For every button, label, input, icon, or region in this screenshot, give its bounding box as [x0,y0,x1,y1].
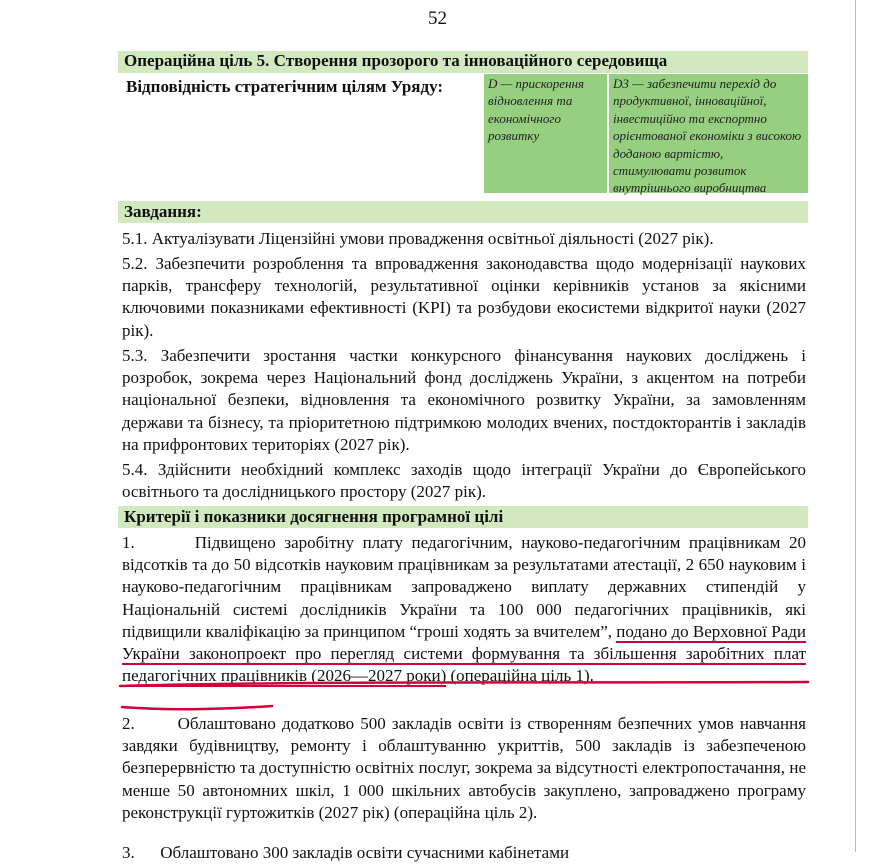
annotation-stroke-2 [122,706,272,709]
criterion-3-partial: 3. Облаштовано 300 закладів освіти сучасними кабінетами [122,843,570,862]
goal-d3-cell: D3 — забезпечити перехід до продуктивної, інноваційної, інвестиційно та експортно орієнтованої економіки з високою доданою вартістю, стимулювати розвиток внутрішнього виробництва [609,74,808,193]
task-5-2: 5.2. Забезпечити розроблення та впровадження законодавства щодо модернізації наукових парків, трансферу технологій, результативної оцінки керівників установ за якісними ключовими показниками ефективності (KPI) та розбудови екосистеми відкритої науки (2027 рік). [122,254,806,340]
criterion-1-text: 1. Підвищено заробітну плату педагогічним, науково-педагогічним працівникам 20 відсотків та до 50 відсотків науковим працівникам за результатами атестації, 2 650 науковим і науково-педагогічним працівникам запроваджено виплату державних стипендій у Національній системі дослідників України та 100 000 педагогічних працівників, які підвищили кваліфікацію за принципом “гроші ходять за вчителем”, [122,533,806,641]
goal-d-cell: D — прискорення відновлення та економічного розвитку [484,74,607,193]
criterion-1-text-after: (операційна ціль 1). [446,666,594,686]
task-5-1: 5.1. Актуалізувати Ліцензійні умови провадження освітньої діяльності (2027 рік). [122,229,714,248]
criterion-1 [122,532,806,687]
tasks-header: Завдання: [118,201,808,223]
government-goals-label: Відповідність стратегічним цілям Уряду: [126,77,444,96]
operational-goal-title: Операційна ціль 5. Створення прозорого та інноваційного середовища [118,51,808,73]
criterion-1-underlined-text: подано до Верховної Ради України законопроект про перегляд системи формування та збільшення заробітних плат педагогічних працівників (2026—2027 роки) [122,621,806,686]
criterion-2: 2. Облаштовано додатково 500 закладів освіти із створенням безпечних умов навчання завдяки будівництву, ремонту і облаштуванню укриттів, 500 закладів із забезпеченою безперервністю та доступністю освітніх послуг, зокрема за відсутності електропостачання, не менше 50 автономних шкіл, 1 000 шкільних автобусів закуплено, запроваджено програму реконструкції гуртожитків (2027 рік) (операційна ціль 2). [122,714,806,822]
page-number: 52 [428,8,447,29]
page-edge [855,0,856,852]
task-5-3: 5.3. Забезпечити зростання частки конкурсного фінансування наукових досліджень і розробок, зокрема через Національний фонд досліджень України, з акцентом на потреби національної безпеки, відновлення та економічного розвитку України, за замовленням держави та бізнесу, та пріоритетною підтримкою молодих вчених, постдокторантів і закладів на прифронтових територіях (2027 рік). [122,346,806,454]
task-5-4: 5.4. Здійснити необхідний комплекс заходів щодо інтеграції України до Європейського освітнього та дослідницького простору (2027 рік). [122,460,806,502]
criteria-header: Критерії і показники досягнення програмної цілі [118,506,808,528]
